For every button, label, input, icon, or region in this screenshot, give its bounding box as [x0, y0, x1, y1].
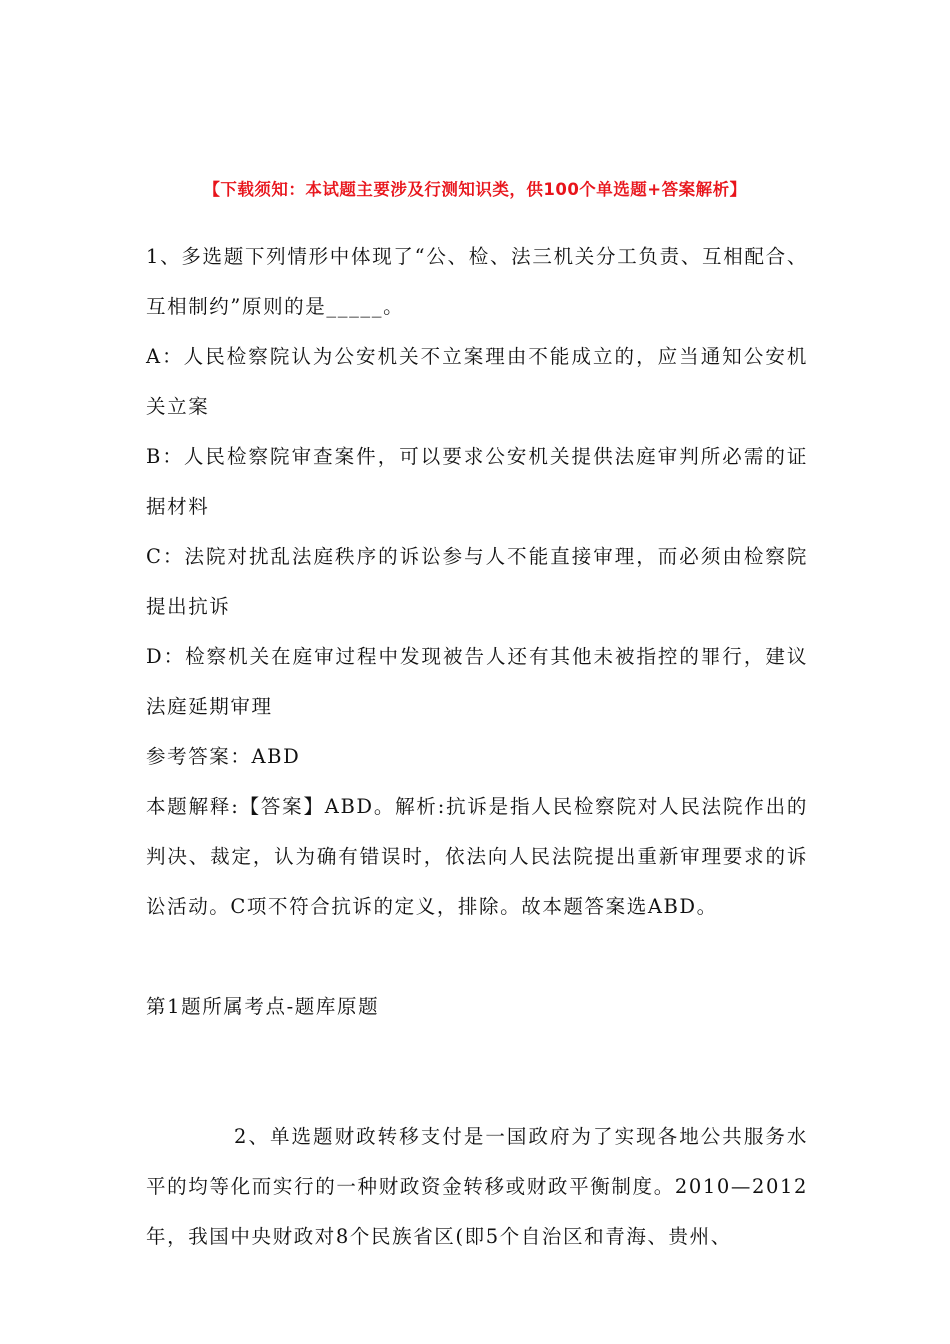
download-notice: 【下载须知：本试题主要涉及行测知识类，供100个单选题+答案解析】: [203, 180, 747, 199]
question-1-option-a: A：人民检察院认为公安机关不立案理由不能成立的，应当通知公安机关立案: [146, 345, 808, 418]
question-1-topic: 第1题所属考点-题库原题: [146, 995, 380, 1018]
spacer: [146, 932, 808, 982]
question-1-explanation: 本题解释:【答案】ABD。解析:抗诉是指人民检察院对人民法院作出的判决、裁定，认为确有错误时，依法向人民法院提出重新审理要求的诉讼活动。C项不符合抗诉的定义，排除。故本题答案选ABD。: [146, 795, 808, 918]
question-1-option-c: C：法院对扰乱法庭秩序的诉讼参与人不能直接审理，而必须由检察院提出抗诉: [146, 545, 808, 618]
question-2-stem: 2、单选题财政转移支付是一国政府为了实现各地公共服务水平的均等化而实行的一种财政资金转移或财政平衡制度。2010—2012年，我国中央财政对8个民族省区(即5个自治区和青海、贵州、: [146, 1125, 808, 1248]
question-content: [146, 232, 808, 1262]
question-1-answer: 参考答案：ABD: [146, 745, 301, 768]
question-1-option-b: B：人民检察院审查案件，可以要求公安机关提供法庭审判所必需的证据材料: [146, 445, 808, 518]
question-1-option-d: D：检察机关在庭审过程中发现被告人还有其他未被指控的罪行，建议法庭延期审理: [146, 645, 808, 718]
question-1-stem: 1、多选题下列情形中体现了“公、检、法三机关分工负责、互相配合、互相制约”原则的是_____。: [146, 245, 808, 318]
spacer: [146, 1032, 808, 1112]
